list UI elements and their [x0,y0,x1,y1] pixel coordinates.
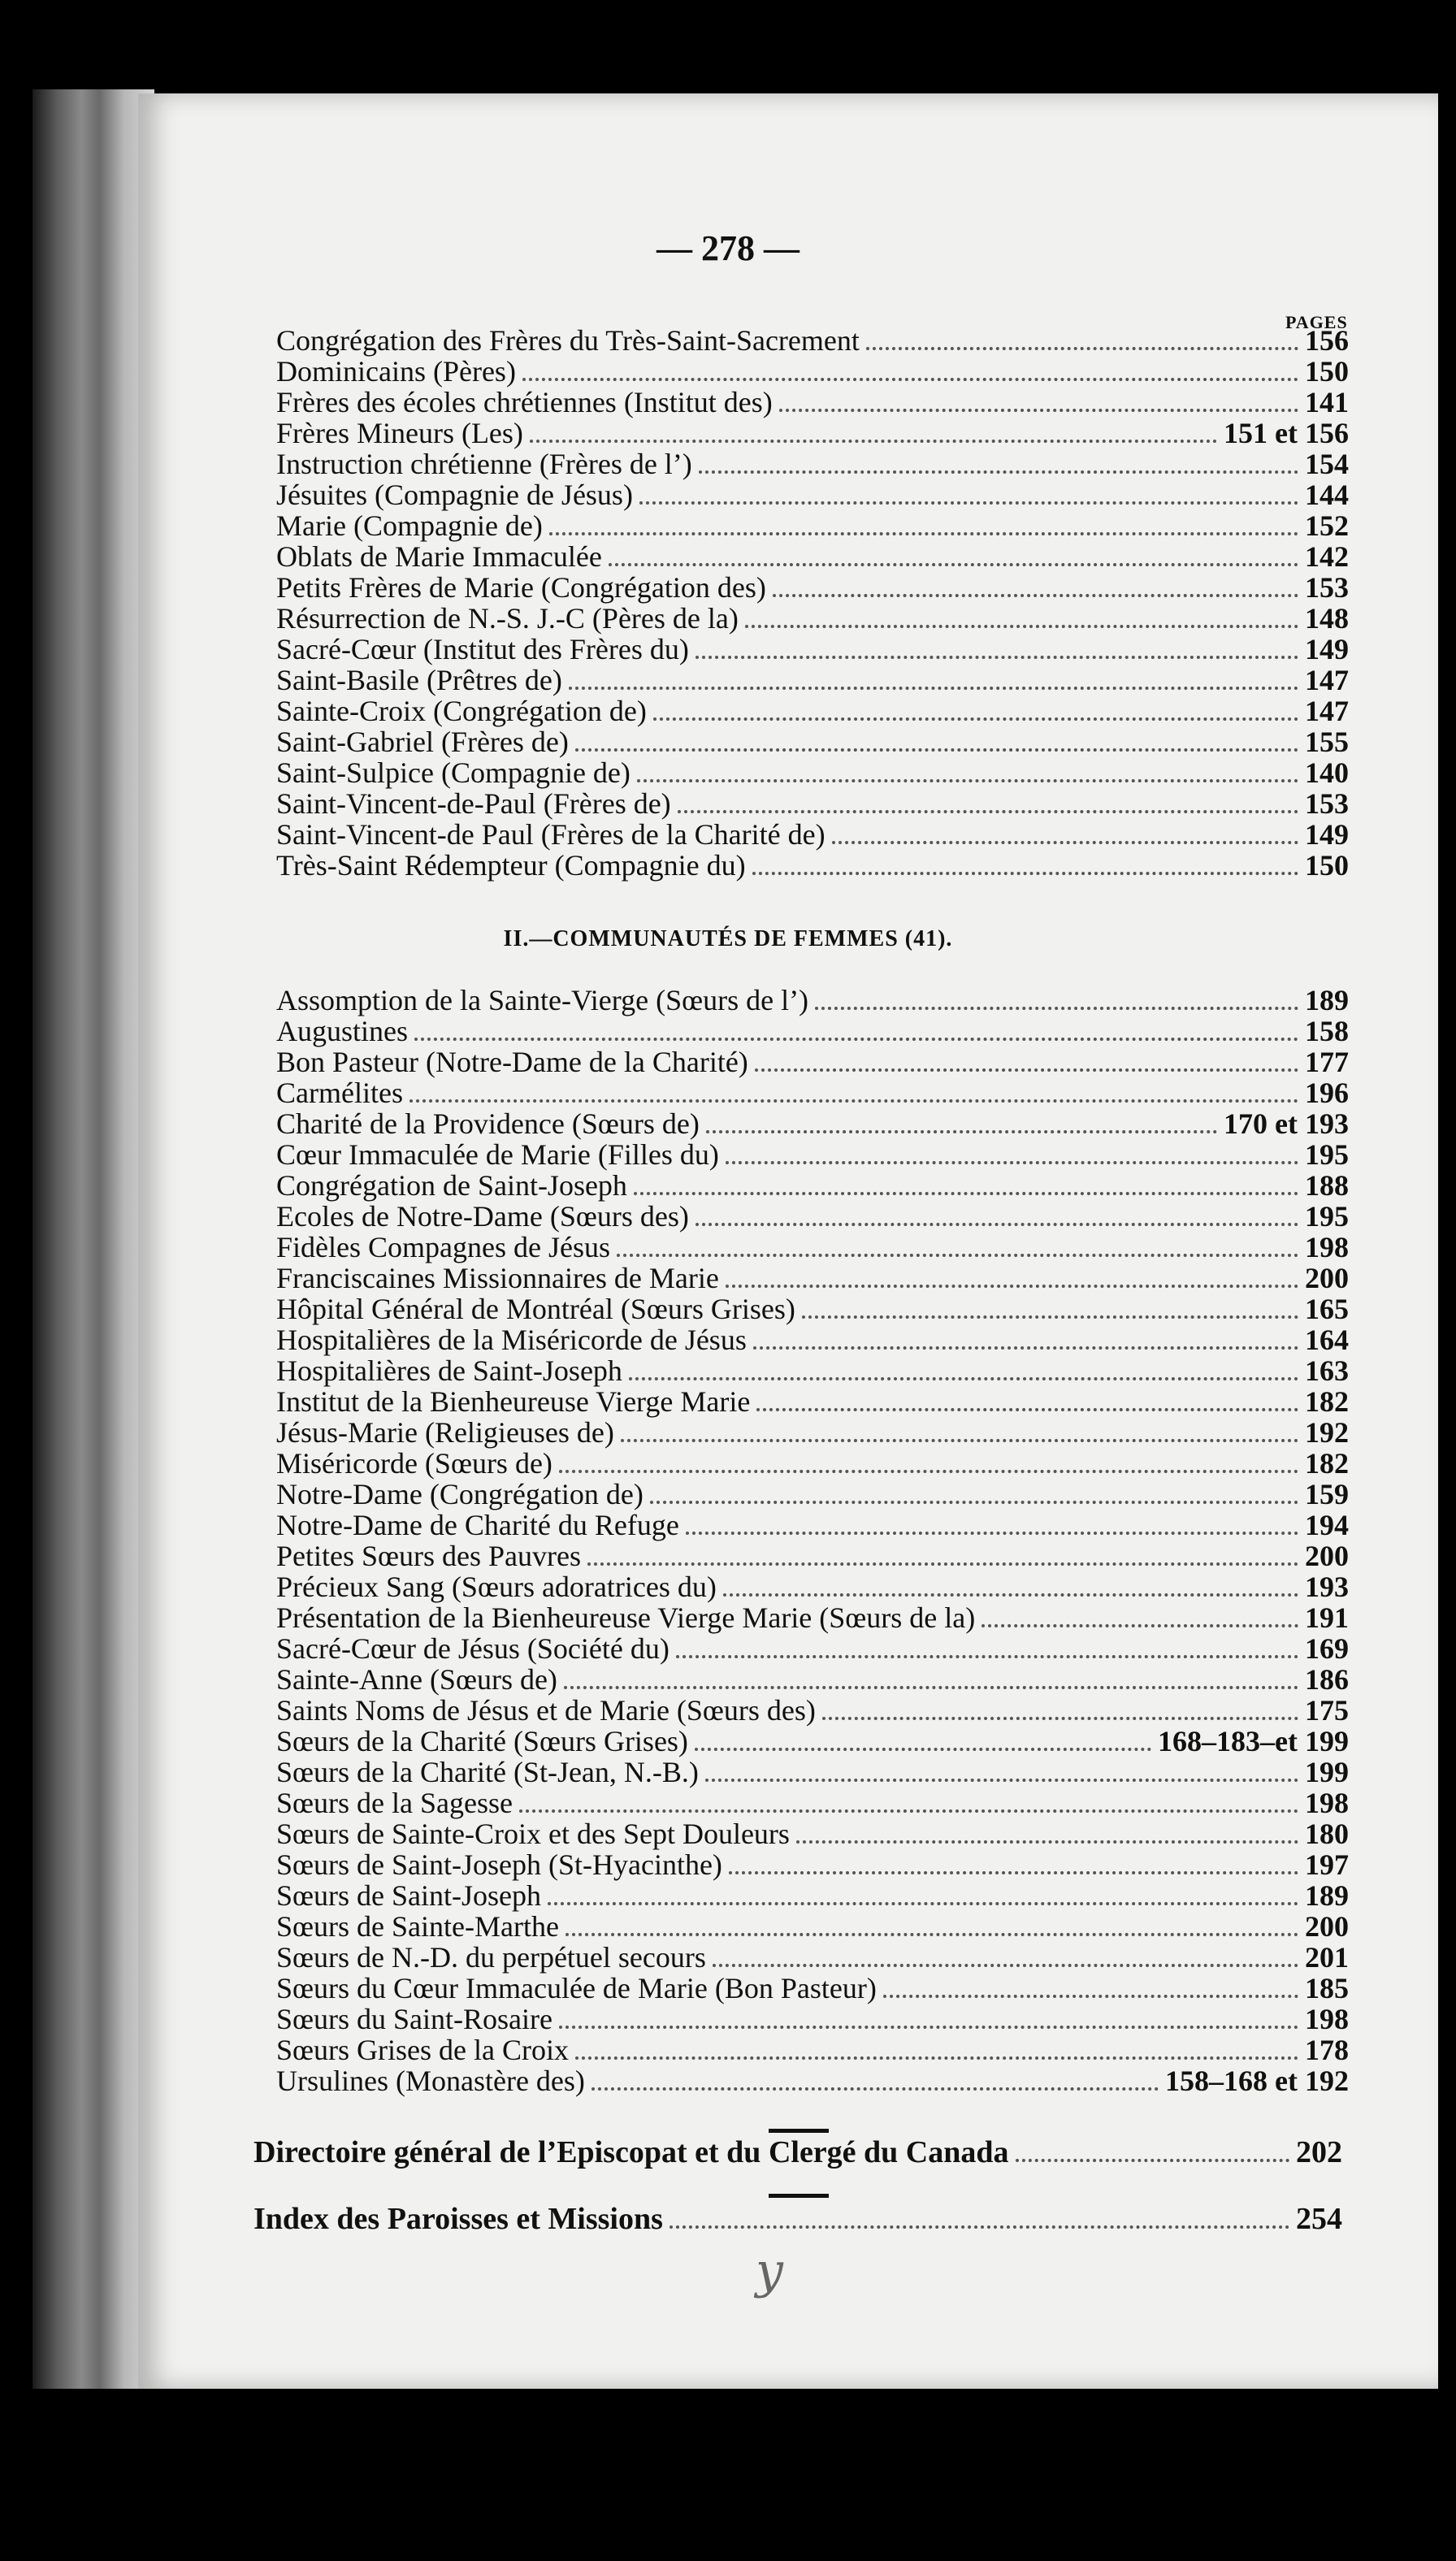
toc-entry-title: Saints Noms de Jésus et de Marie (Sœurs des) [276,1694,816,1727]
dot-leader [726,1285,1298,1288]
toc-entry-page: 178 [1305,2034,1349,2066]
toc-row [254,2137,1342,2168]
dot-leader [832,841,1298,844]
toc-entry-title: Précieux Sang (Sœurs adoratrices du) [276,1571,717,1603]
toc-row [276,1448,1349,1479]
toc-row [276,1417,1349,1448]
separator-rule [769,2129,829,2133]
toc-entry-title: Sœurs du Saint-Rosaire [276,2003,552,2035]
toc-entry-page: 165 [1305,1293,1349,1325]
dot-leader [695,1748,1151,1751]
toc-row [276,356,1349,387]
toc-row [276,726,1349,757]
toc-entry-page: 191 [1305,1601,1349,1634]
book-page-edges [32,89,154,2397]
toc-row [276,510,1349,541]
toc-row [276,1294,1349,1324]
dot-leader [548,1902,1298,1905]
toc-entry-title: Petits Frères de Marie (Congrégation des) [276,571,766,604]
toc-entry-title: Cœur Immaculée de Marie (Filles du) [276,1138,719,1171]
toc-row [276,1695,1349,1726]
toc-row [276,1540,1349,1571]
dot-leader [705,1779,1298,1782]
toc-entry-page: 254 [1296,2202,1342,2236]
toc-entry-page: 192 [1305,1416,1349,1449]
toc-entry-page: 149 [1305,633,1349,665]
dot-leader [779,409,1298,412]
dot-leader [650,1501,1298,1504]
toc-row [254,2204,1342,2234]
toc-entry-page: 185 [1305,1972,1349,2004]
section-heading-women: II.—COMMUNAUTÉS DE FEMMES (41). [503,926,953,951]
toc-entry-page: 163 [1305,1354,1349,1387]
toc-entry-page: 141 [1305,386,1349,418]
toc-entry-page: 200 [1305,1910,1349,1943]
women-communities-list [276,985,1349,2096]
pencil-mark: y [756,2242,783,2299]
toc-entry-page: 196 [1305,1077,1349,1109]
toc-entry-title: Petites Sœurs des Pauvres [276,1540,581,1572]
toc-entry-title: Sœurs de Sainte-Croix et des Sept Douleurs [276,1818,790,1850]
toc-row [276,1510,1349,1540]
dot-leader [773,594,1298,597]
toc-entry-title: Très-Saint Rédempteur (Compagnie du) [276,849,746,882]
toc-entry-title: Saint-Basile (Prêtres de) [276,664,562,696]
toc-entry-title: Sœurs de N.-D. du perpétuel secours [276,1941,706,1974]
dot-leader [753,1346,1298,1350]
toc-row [276,1849,1349,1880]
toc-entry-title: Saint-Gabriel (Frères de) [276,726,569,758]
toc-entry-title: Oblats de Marie Immaculée [276,540,602,573]
toc-entry-title: Hôpital Général de Montréal (Sœurs Grises) [276,1293,795,1325]
dot-leader [678,810,1298,813]
toc-entry-title: Dominicains (Pères) [276,355,516,388]
toc-row [276,1077,1349,1108]
toc-entry-page: 150 [1305,849,1349,882]
toc-row [276,1046,1349,1077]
toc-entry-title: Congrégation des Frères du Très-Saint-Sacrement [276,324,860,357]
toc-entry-page: 151 et 156 [1224,417,1349,449]
toc-entry-title: Sœurs du Cœur Immaculée de Marie (Bon Pasteur) [276,1972,877,2004]
toc-entry-title: Sainte-Croix (Congrégation de) [276,695,647,727]
dot-leader [564,1686,1298,1689]
toc-entry-page: 154 [1305,448,1349,480]
dot-leader [637,779,1298,782]
dot-leader [522,378,1298,381]
dot-leader [729,1871,1298,1874]
toc-row [276,1818,1349,1849]
toc-row [276,448,1349,479]
index-entry [254,2204,1342,2234]
toc-entry-title: Résurrection de N.-S. J.-C (Pères de la) [276,602,739,635]
dot-leader [745,625,1298,628]
toc-entry-page: 140 [1305,756,1349,789]
toc-row [276,1386,1349,1417]
toc-row [276,2034,1349,2065]
toc-row [276,634,1349,665]
dot-leader [621,1439,1298,1442]
toc-entry-title: Sœurs de la Charité (Sœurs Grises) [276,1725,688,1757]
toc-entry-page: 155 [1305,726,1349,758]
toc-entry-title: Sœurs de Saint-Joseph [276,1879,541,1912]
toc-row [276,1664,1349,1695]
dot-leader [713,1964,1298,1967]
dot-leader [756,1408,1298,1411]
toc-row [276,1232,1349,1263]
toc-entry-title: Sœurs de Sainte-Marthe [276,1910,559,1943]
toc-entry-page: 193 [1305,1571,1349,1603]
toc-entry-page: 169 [1305,1632,1349,1665]
toc-row [276,1571,1349,1602]
toc-row [276,1757,1349,1788]
toc-row [276,1108,1349,1139]
toc-row [276,1788,1349,1818]
dot-leader [519,1809,1298,1813]
dot-leader [670,2225,1289,2229]
toc-entry-page: 149 [1305,818,1349,851]
dot-leader [559,1470,1298,1473]
dot-leader [569,687,1298,690]
toc-row [276,696,1349,726]
toc-entry-page: 144 [1305,479,1349,511]
toc-entry-page: 147 [1305,664,1349,696]
toc-entry-title: Sœurs de la Charité (St-Jean, N.-B.) [276,1756,699,1788]
dot-leader [706,1130,1217,1133]
dot-leader [982,1624,1298,1627]
toc-entry-page: 159 [1305,1478,1349,1510]
toc-entry-title: Charité de la Providence (Sœurs de) [276,1107,700,1140]
toc-entry-title: Sœurs Grises de la Croix [276,2034,569,2066]
toc-entry-title: Sacré-Cœur (Institut des Frères du) [276,633,689,665]
dot-leader [549,532,1298,535]
dot-leader [587,1562,1298,1566]
toc-entry-page: 147 [1305,695,1349,727]
scan-background [0,2389,1456,2561]
toc-entry-page: 164 [1305,1324,1349,1356]
dot-leader [676,1655,1298,1658]
toc-entry-title: Saint-Vincent-de-Paul (Frères de) [276,787,671,820]
toc-entry-page: 182 [1305,1385,1349,1418]
toc-row [276,2065,1349,2096]
dot-leader [866,347,1298,350]
dot-leader [609,563,1298,566]
dot-leader [699,470,1298,474]
dot-leader [755,1068,1298,1072]
toc-entry-page: 153 [1305,787,1349,820]
dot-leader [559,2026,1298,2029]
toc-row [276,418,1349,448]
toc-entry-title: Sainte-Anne (Sœurs de) [276,1663,557,1696]
toc-row [276,850,1349,881]
toc-row [276,603,1349,634]
dot-leader [566,1933,1298,1936]
dot-leader [639,501,1298,505]
toc-row [276,1973,1349,2004]
toc-row [276,757,1349,788]
toc-entry-page: 194 [1305,1509,1349,1541]
toc-entry-page: 158 [1305,1015,1349,1047]
toc-entry-page: 158–168 et 192 [1165,2065,1349,2097]
toc-entry-title: Instruction chrétienne (Frères de l’) [276,448,692,480]
toc-row [276,1911,1349,1942]
directory-entry [254,2137,1342,2168]
toc-row [276,1942,1349,1973]
toc-row [276,665,1349,696]
toc-entry-page: 198 [1305,1787,1349,1819]
dot-leader [575,2056,1298,2060]
toc-entry-title: Fidèles Compagnes de Jésus [276,1231,610,1263]
toc-entry-title: Frères Mineurs (Les) [276,417,523,449]
toc-row [276,325,1349,356]
toc-entry-page: 175 [1305,1694,1349,1727]
dot-leader [726,1161,1298,1164]
toc-entry-page: 182 [1305,1447,1349,1480]
toc-entry-page: 195 [1305,1138,1349,1171]
toc-entry-page: 199 [1305,1756,1349,1788]
toc-row [276,1170,1349,1201]
dot-leader [414,1038,1298,1041]
toc-entry-title: Sacré-Cœur de Jésus (Société du) [276,1632,670,1665]
toc-entry-title: Directoire général de l’Episcopat et du Clergé du Canada [254,2135,1009,2169]
toc-row [276,1355,1349,1386]
separator-rule [769,2194,829,2198]
toc-entry-page: 142 [1305,540,1349,573]
toc-entry-title: Jésuites (Compagnie de Jésus) [276,479,633,511]
toc-entry-page: 152 [1305,509,1349,542]
dot-leader [723,1593,1298,1597]
dot-leader [696,656,1298,659]
dot-leader [696,1223,1298,1226]
dot-leader [815,1007,1298,1010]
toc-entry-title: Marie (Compagnie de) [276,509,543,542]
toc-entry-page: 150 [1305,355,1349,388]
toc-row [276,572,1349,603]
toc-entry-title: Hospitalières de Saint-Joseph [276,1354,622,1387]
dot-leader [653,717,1298,721]
toc-entry-title: Bon Pasteur (Notre-Dame de la Charité) [276,1046,748,1078]
dot-leader [629,1377,1298,1380]
toc-row [276,819,1349,850]
toc-entry-title: Jésus-Marie (Religieuses de) [276,1416,614,1449]
toc-row [276,985,1349,1016]
pages-column-header: PAGES [1285,312,1348,332]
toc-row [276,1324,1349,1355]
dot-leader [634,1192,1298,1195]
toc-entry-title: Augustines [276,1015,408,1047]
dot-leader [575,748,1298,752]
toc-row [276,2004,1349,2034]
toc-entry-page: 200 [1305,1262,1349,1294]
toc-entry-page: 198 [1305,2003,1349,2035]
toc-entry-title: Sœurs de Saint-Joseph (St-Hyacinthe) [276,1848,722,1881]
dot-leader [617,1254,1298,1257]
dot-leader [592,2087,1159,2091]
toc-entry-page: 200 [1305,1540,1349,1572]
toc-entry-page: 195 [1305,1200,1349,1233]
toc-entry-page: 148 [1305,602,1349,635]
toc-entry-page: 156 [1305,324,1349,357]
toc-entry-page: 201 [1305,1941,1349,1974]
dot-leader [1016,2159,1289,2162]
toc-entry-title: Présentation de la Bienheureuse Vierge Marie (Sœurs de la) [276,1601,976,1634]
toc-entry-page: 189 [1305,1879,1349,1912]
toc-entry-title: Carmélites [276,1077,403,1109]
dot-leader [796,1840,1298,1844]
toc-entry-title: Notre-Dame (Congrégation de) [276,1478,644,1510]
toc-entry-page: 177 [1305,1046,1349,1078]
dot-leader [530,440,1217,443]
dot-leader [802,1315,1298,1319]
page-number: — 278 — [656,228,800,268]
dot-leader [752,872,1298,875]
toc-entry-title: Assomption de la Sainte-Vierge (Sœurs de l’) [276,984,809,1016]
toc-entry-title: Franciscaines Missionnaires de Marie [276,1262,719,1294]
toc-entry-title: Notre-Dame de Charité du Refuge [276,1509,679,1541]
toc-entry-title: Ursulines (Monastère des) [276,2065,585,2097]
dot-leader [883,1995,1298,1998]
toc-entry-title: Ecoles de Notre-Dame (Sœurs des) [276,1200,689,1233]
dot-leader [686,1532,1298,1535]
toc-entry-title: Hospitalières de la Miséricorde de Jésus [276,1324,747,1356]
men-communities-list [276,325,1349,881]
toc-entry-page: 198 [1305,1231,1349,1263]
toc-row [276,1726,1349,1757]
toc-row [276,1139,1349,1170]
toc-entry-page: 153 [1305,571,1349,604]
toc-entry-title: Saint-Sulpice (Compagnie de) [276,756,630,789]
toc-row [276,1263,1349,1294]
toc-entry-page: 170 et 193 [1224,1107,1349,1140]
toc-entry-page: 180 [1305,1818,1349,1850]
toc-row [276,541,1349,572]
toc-row [276,1602,1349,1633]
toc-entry-page: 202 [1296,2135,1342,2169]
dot-leader [822,1717,1298,1720]
toc-entry-page: 168–183–et 199 [1158,1725,1349,1757]
toc-row [276,1016,1349,1046]
toc-row [276,1633,1349,1664]
toc-row [276,479,1349,510]
toc-row [276,1880,1349,1911]
toc-entry-title: Sœurs de la Sagesse [276,1787,513,1819]
toc-entry-title: Congrégation de Saint-Joseph [276,1169,627,1202]
toc-row [276,1201,1349,1232]
toc-entry-page: 189 [1305,984,1349,1016]
toc-entry-page: 188 [1305,1169,1349,1202]
toc-entry-page: 197 [1305,1848,1349,1881]
toc-entry-title: Institut de la Bienheureuse Vierge Marie [276,1385,751,1418]
toc-entry-title: Frères des écoles chrétiennes (Institut des) [276,386,773,418]
toc-entry-title: Saint-Vincent-de Paul (Frères de la Charité de) [276,818,826,851]
toc-row [276,1479,1349,1510]
toc-row [276,387,1349,418]
toc-entry-title: Index des Paroisses et Missions [254,2202,663,2236]
toc-entry-title: Miséricorde (Sœurs de) [276,1447,552,1480]
dot-leader [410,1099,1298,1103]
toc-entry-page: 186 [1305,1663,1349,1696]
toc-row [276,788,1349,819]
